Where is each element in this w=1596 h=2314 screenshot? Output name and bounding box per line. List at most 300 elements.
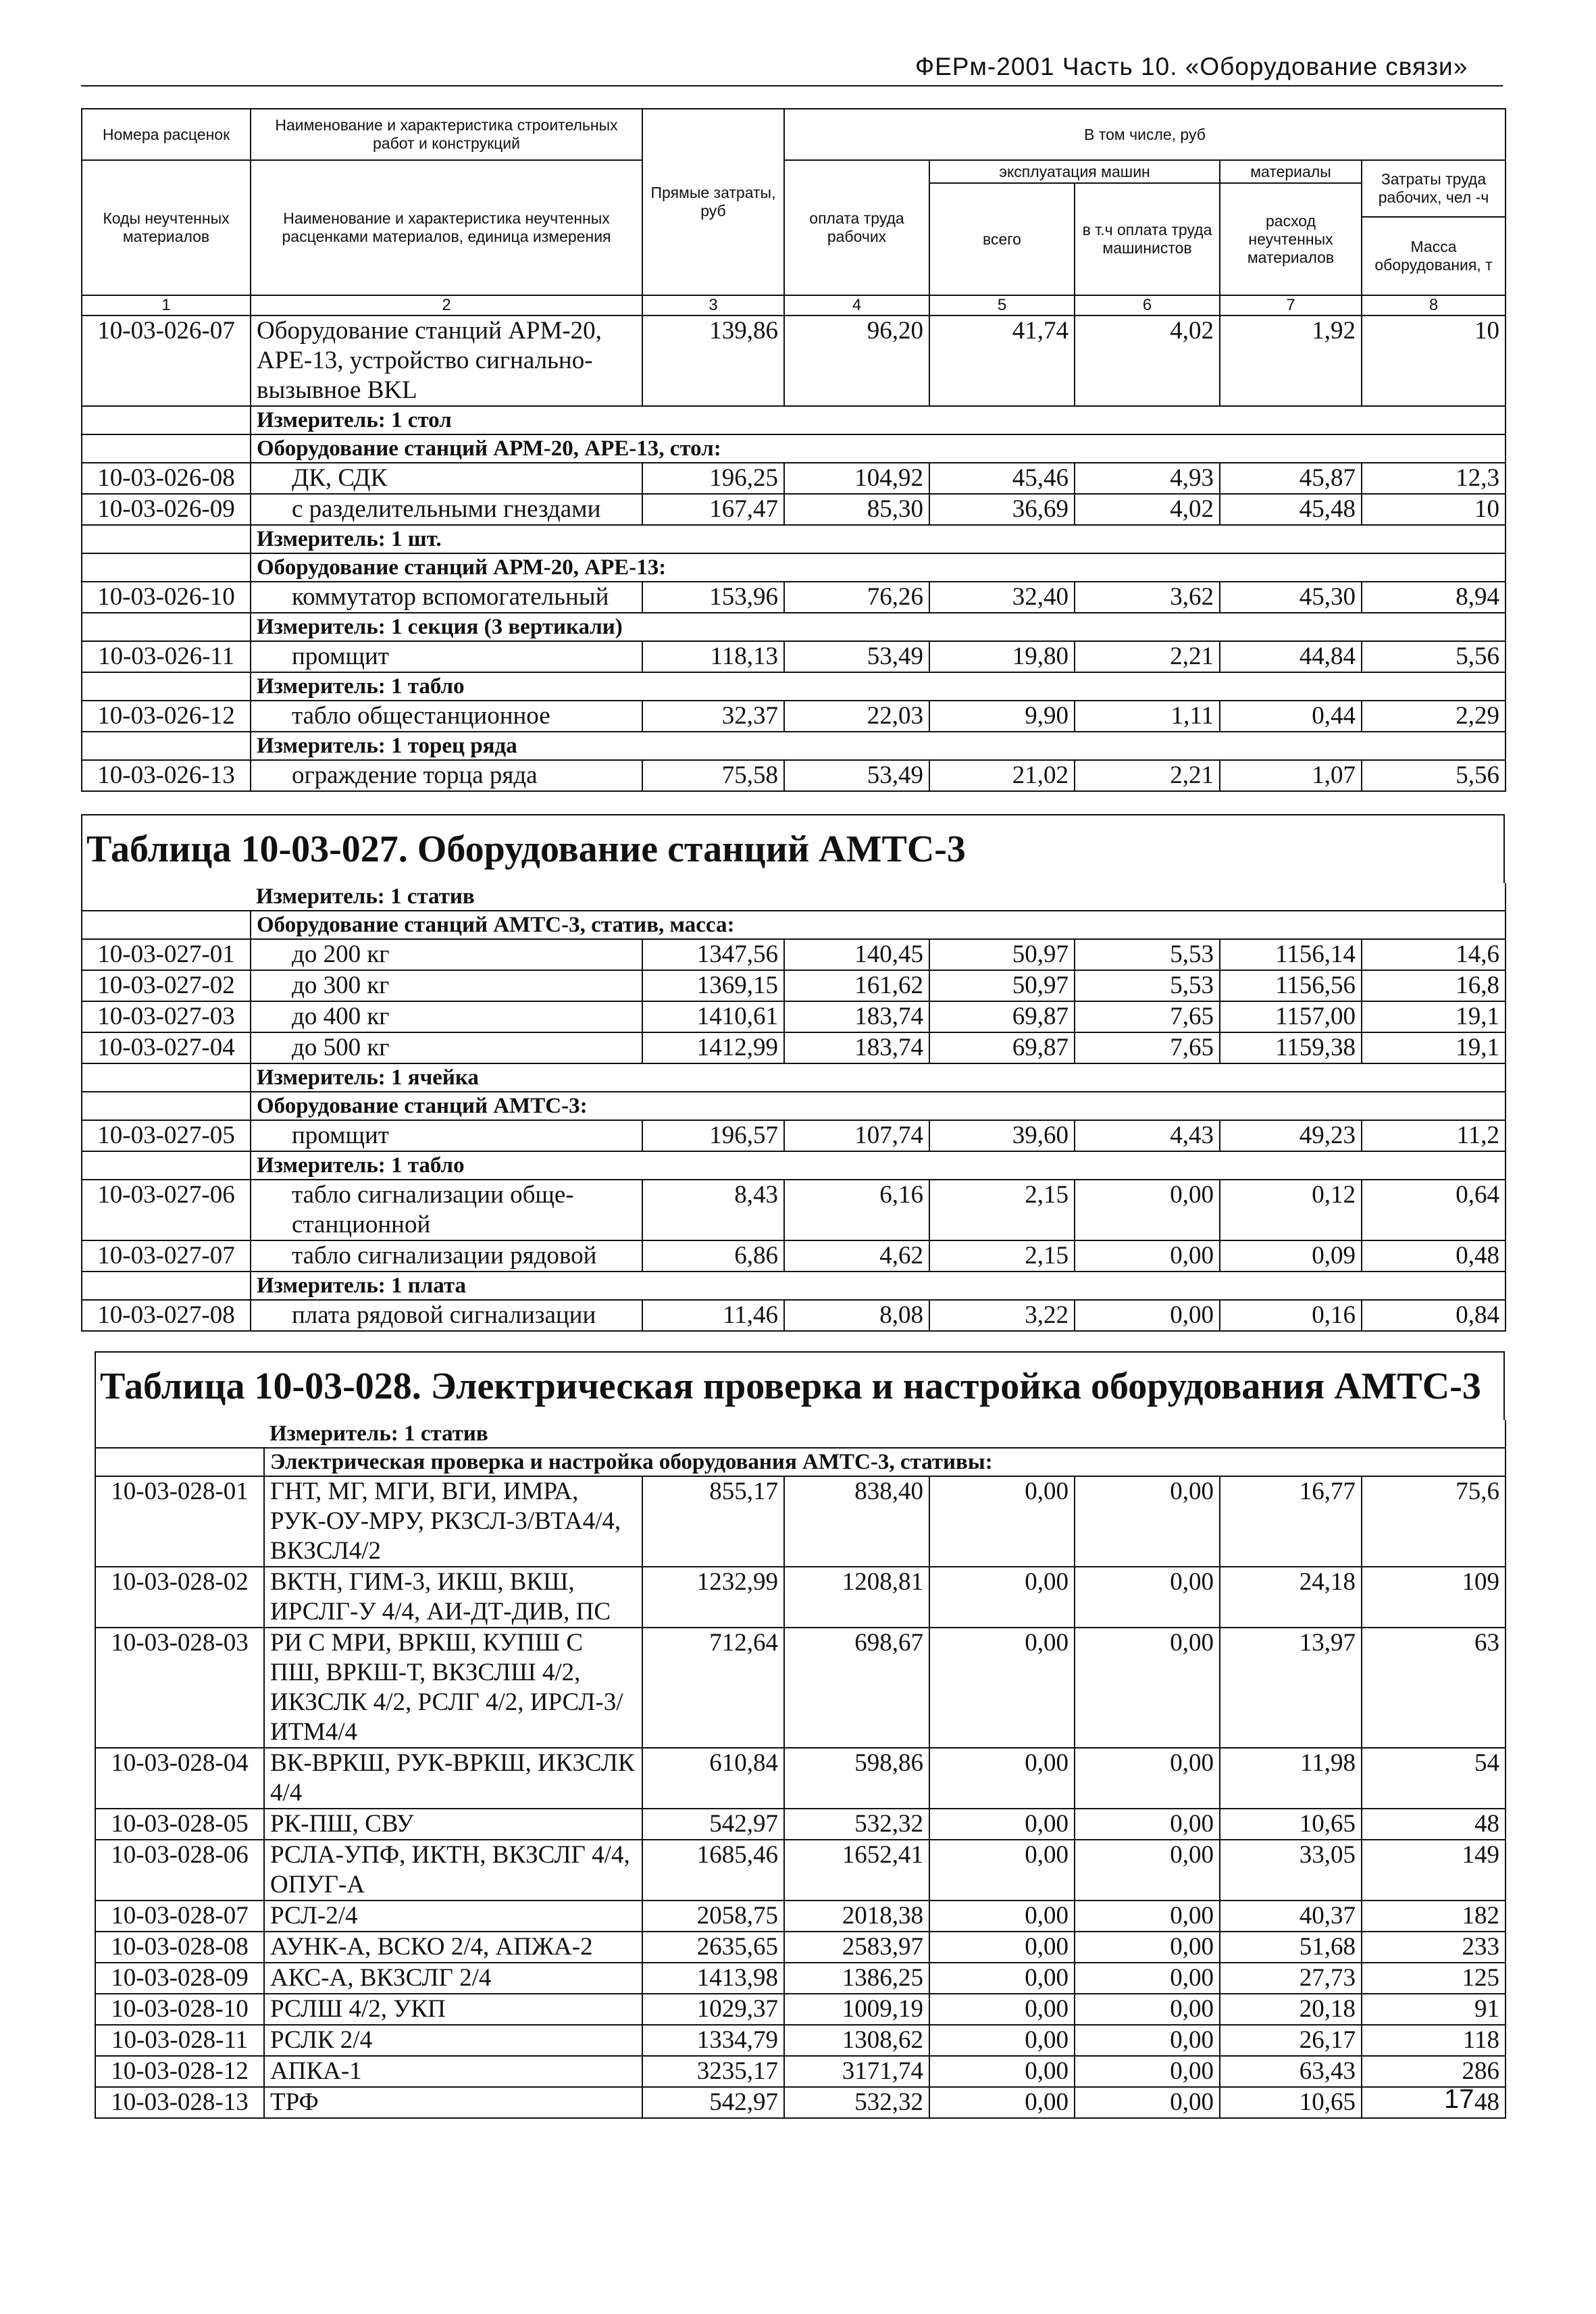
rate-code: 10-03-028-06 — [95, 1840, 264, 1901]
labor: 233 — [1362, 1932, 1505, 1963]
rate-code: 10-03-028-12 — [95, 2056, 264, 2087]
machines-total: 0,00 — [929, 1809, 1075, 1840]
rate-code: 10-03-028-11 — [95, 2025, 264, 2056]
direct-costs: 542,97 — [642, 2087, 784, 2118]
direct-costs: 1347,56 — [642, 939, 784, 970]
machines-wage: 0,00 — [1075, 1994, 1220, 2025]
rate-name: с разделительными гнездами — [251, 494, 642, 525]
rates-table-027 — [81, 814, 1505, 1332]
table-row — [82, 494, 1505, 525]
machines-wage: 0,00 — [1075, 1567, 1220, 1628]
machines-wage: 0,00 — [1075, 1300, 1220, 1331]
machines-total: 0,00 — [929, 1840, 1075, 1901]
machines-total: 0,00 — [929, 1932, 1075, 1963]
materials: 10,65 — [1220, 2087, 1362, 2118]
rate-name: ДК, СДК — [251, 463, 642, 494]
rate-name: промщит — [251, 1120, 642, 1151]
machines-wage: 5,53 — [1075, 939, 1220, 970]
direct-costs: 6,86 — [642, 1240, 784, 1272]
materials: 24,18 — [1220, 1567, 1362, 1628]
labor: 182 — [1362, 1901, 1505, 1932]
table-row — [82, 939, 1505, 970]
table-row — [95, 1994, 1505, 2025]
header-machines: эксплуатация машин — [929, 160, 1220, 183]
machines-wage: 2,21 — [1075, 641, 1220, 672]
labor: 5,56 — [1362, 760, 1505, 791]
labor: 48 — [1362, 2087, 1505, 2118]
table-row — [95, 1901, 1505, 1932]
materials: 45,48 — [1220, 494, 1362, 525]
direct-costs: 8,43 — [642, 1180, 784, 1240]
machines-total: 45,46 — [929, 463, 1075, 494]
wage: 85,30 — [784, 494, 929, 525]
machines-wage: 4,43 — [1075, 1120, 1220, 1151]
materials: 1157,00 — [1220, 1001, 1362, 1032]
machines-wage: 0,00 — [1075, 1180, 1220, 1240]
header-num-2: 2 — [251, 295, 642, 316]
rate-code: 10-03-027-03 — [82, 1001, 251, 1032]
machines-total: 69,87 — [929, 1001, 1075, 1032]
wage: 76,26 — [784, 582, 929, 613]
rate-code: 10-03-026-11 — [82, 641, 251, 672]
unit-label: Измеритель: 1 табло — [251, 672, 1505, 701]
rate-code: 10-03-027-04 — [82, 1032, 251, 1063]
table-row — [95, 2025, 1505, 2056]
direct-costs: 2058,75 — [642, 1901, 784, 1932]
table-row — [82, 1180, 1505, 1240]
machines-wage: 2,21 — [1075, 760, 1220, 791]
unit-row — [82, 1151, 1505, 1180]
direct-costs: 196,25 — [642, 463, 784, 494]
machines-wage: 4,02 — [1075, 316, 1220, 406]
rate-name: ВКТН, ГИМ-3, ИКШ, ВКШ, ИРСЛГ-У 4/4, АИ-ДТ-ДИВ, ПС — [264, 1567, 642, 1628]
table-title: Таблица 10-03-028. Электрическая проверка и настройка оборудования АМТС-3 — [95, 1351, 1505, 1420]
machines-wage: 4,93 — [1075, 463, 1220, 494]
wage: 1386,25 — [784, 1963, 929, 1994]
labor: 0,84 — [1362, 1300, 1505, 1331]
machines-total: 0,00 — [929, 1567, 1075, 1628]
rate-name: табло сигнализации рядовой — [251, 1240, 642, 1272]
materials: 0,12 — [1220, 1180, 1362, 1240]
section-row — [82, 1092, 1505, 1120]
machines-wage: 0,00 — [1075, 1840, 1220, 1901]
machines-wage: 0,00 — [1075, 1963, 1220, 1994]
labor: 149 — [1362, 1840, 1505, 1901]
wage: 53,49 — [784, 641, 929, 672]
materials: 26,17 — [1220, 2025, 1362, 2056]
unit-row — [82, 613, 1505, 641]
materials: 1,07 — [1220, 760, 1362, 791]
materials: 63,43 — [1220, 2056, 1362, 2087]
rate-name: до 200 кг — [251, 939, 642, 970]
direct-costs: 2635,65 — [642, 1932, 784, 1963]
materials: 1156,14 — [1220, 939, 1362, 970]
direct-costs: 542,97 — [642, 1809, 784, 1840]
labor: 8,94 — [1362, 582, 1505, 613]
unit-row — [95, 1420, 1505, 1448]
rate-name: РСЛА-УПФ, ИКТН, ВКЗСЛГ 4/4, ОПУГ-А — [264, 1840, 642, 1901]
rate-name: до 400 кг — [251, 1001, 642, 1032]
labor: 91 — [1362, 1994, 1505, 2025]
machines-total: 69,87 — [929, 1032, 1075, 1063]
rate-code: 10-03-026-12 — [82, 701, 251, 732]
labor: 16,8 — [1362, 970, 1505, 1001]
unit-label: Измеритель: 1 табло — [251, 1151, 1505, 1180]
wage: 140,45 — [784, 939, 929, 970]
rate-name: РСЛ-2/4 — [264, 1901, 642, 1932]
labor: 286 — [1362, 2056, 1505, 2087]
rate-name: РК-ПШ, СВУ — [264, 1809, 642, 1840]
direct-costs: 1413,98 — [642, 1963, 784, 1994]
materials: 45,87 — [1220, 463, 1362, 494]
table-row — [82, 1300, 1505, 1331]
direct-costs: 1232,99 — [642, 1567, 784, 1628]
table-title: Таблица 10-03-027. Оборудование станций АМТС-3 — [81, 814, 1505, 883]
wage: 532,32 — [784, 2087, 929, 2118]
unit-row — [82, 525, 1505, 553]
labor: 109 — [1362, 1567, 1505, 1628]
rate-code: 10-03-027-08 — [82, 1300, 251, 1331]
unit-row — [82, 732, 1505, 760]
unit-label: Измеритель: 1 стол — [251, 406, 1505, 434]
rate-name: АУНК-А, ВСКО 2/4, АПЖА-2 — [264, 1932, 642, 1963]
unit-row — [82, 1272, 1505, 1300]
rate-name: до 500 кг — [251, 1032, 642, 1063]
wage: 104,92 — [784, 463, 929, 494]
direct-costs: 11,46 — [642, 1300, 784, 1331]
materials: 45,30 — [1220, 582, 1362, 613]
header-labor: Затраты труда рабочих, чел -ч — [1362, 160, 1505, 217]
unit-label: Измеритель: 1 статив — [251, 883, 1505, 911]
rate-name: промщит — [251, 641, 642, 672]
materials: 16,77 — [1220, 1476, 1362, 1567]
labor: 10 — [1362, 316, 1505, 406]
machines-total: 0,00 — [929, 1901, 1075, 1932]
direct-costs: 196,57 — [642, 1120, 784, 1151]
rate-name: ГНТ, МГ, МГИ, ВГИ, ИМРА, РУК-ОУ-МРУ, РКЗСЛ-3/ВТА4/4, ВКЗСЛ4/2 — [264, 1476, 642, 1567]
direct-costs: 153,96 — [642, 582, 784, 613]
machines-wage: 4,02 — [1075, 494, 1220, 525]
direct-costs: 1029,37 — [642, 1994, 784, 2025]
rate-name: АПКА-1 — [264, 2056, 642, 2087]
machines-wage: 0,00 — [1075, 1932, 1220, 1963]
machines-total: 39,60 — [929, 1120, 1075, 1151]
labor: 12,3 — [1362, 463, 1505, 494]
materials: 1159,38 — [1220, 1032, 1362, 1063]
rate-code: 10-03-026-13 — [82, 760, 251, 791]
header-num-8: 8 — [1362, 295, 1505, 316]
rate-name: табло сигнализации обще-станционной — [251, 1180, 642, 1240]
table-row — [95, 2087, 1505, 2118]
wage: 698,67 — [784, 1628, 929, 1748]
rate-code: 10-03-027-01 — [82, 939, 251, 970]
wage: 53,49 — [784, 760, 929, 791]
materials: 40,37 — [1220, 1901, 1362, 1932]
rate-code: 10-03-027-05 — [82, 1120, 251, 1151]
labor: 0,64 — [1362, 1180, 1505, 1240]
materials: 13,97 — [1220, 1628, 1362, 1748]
wage: 838,40 — [784, 1476, 929, 1567]
labor: 54 — [1362, 1748, 1505, 1809]
table-row — [95, 1628, 1505, 1748]
rate-code: 10-03-028-02 — [95, 1567, 264, 1628]
wage: 2018,38 — [784, 1901, 929, 1932]
wage: 1652,41 — [784, 1840, 929, 1901]
materials: 10,65 — [1220, 1809, 1362, 1840]
section-label: Оборудование станций АРМ-20, АРЕ-13: — [251, 553, 1505, 582]
rates-table-028 — [95, 1351, 1505, 2119]
machines-total: 19,80 — [929, 641, 1075, 672]
header-num-5: 5 — [929, 295, 1075, 316]
materials: 20,18 — [1220, 1994, 1362, 2025]
table-row — [82, 1120, 1505, 1151]
machines-wage: 0,00 — [1075, 2056, 1220, 2087]
rates-table-026 — [81, 108, 1505, 792]
header-wage: оплата труда рабочих — [784, 160, 929, 295]
table-row — [82, 1240, 1505, 1272]
rate-code: 10-03-028-13 — [95, 2087, 264, 2118]
direct-costs: 1685,46 — [642, 1840, 784, 1901]
wage: 96,20 — [784, 316, 929, 406]
labor: 2,29 — [1362, 701, 1505, 732]
header-rates-numbers: Номера расценок — [82, 109, 251, 160]
unit-label: Измеритель: 1 статив — [264, 1420, 1505, 1448]
machines-total: 0,00 — [929, 2056, 1075, 2087]
machines-total: 2,15 — [929, 1180, 1075, 1240]
wage: 6,16 — [784, 1180, 929, 1240]
section-label: Оборудование станций АМТС-3: — [251, 1092, 1505, 1120]
direct-costs: 1412,99 — [642, 1032, 784, 1063]
labor: 75,6 — [1362, 1476, 1505, 1567]
table-row — [82, 316, 1505, 406]
table-row — [95, 1476, 1505, 1567]
table-row — [95, 1567, 1505, 1628]
machines-total: 32,40 — [929, 582, 1075, 613]
unit-label: Измеритель: 1 ячейка — [251, 1063, 1505, 1092]
machines-total: 41,74 — [929, 316, 1075, 406]
labor: 0,48 — [1362, 1240, 1505, 1272]
materials: 0,44 — [1220, 701, 1362, 732]
materials: 44,84 — [1220, 641, 1362, 672]
unit-label: Измеритель: 1 секция (3 вертикали) — [251, 613, 1505, 641]
direct-costs: 75,58 — [642, 760, 784, 791]
table-row — [82, 970, 1505, 1001]
header-num-3: 3 — [642, 295, 784, 316]
rate-code: 10-03-026-10 — [82, 582, 251, 613]
header-direct-costs: Прямые затраты, руб — [642, 109, 784, 295]
header-materials-consumption: расход неучтенных материалов — [1220, 183, 1362, 295]
section-label: Оборудование станций АРМ-20, АРЕ-13, стол: — [251, 434, 1505, 463]
machines-wage: 0,00 — [1075, 1240, 1220, 1272]
labor: 125 — [1362, 1963, 1505, 1994]
table-row — [95, 1809, 1505, 1840]
table-row — [95, 2056, 1505, 2087]
rate-code: 10-03-026-07 — [82, 316, 251, 406]
rate-name: до 300 кг — [251, 970, 642, 1001]
labor: 5,56 — [1362, 641, 1505, 672]
direct-costs: 1410,61 — [642, 1001, 784, 1032]
machines-wage: 0,00 — [1075, 1809, 1220, 1840]
rate-code: 10-03-027-06 — [82, 1180, 251, 1240]
labor: 63 — [1362, 1628, 1505, 1748]
machines-total: 36,69 — [929, 494, 1075, 525]
labor: 19,1 — [1362, 1001, 1505, 1032]
rate-code: 10-03-028-05 — [95, 1809, 264, 1840]
machines-wage: 0,00 — [1075, 1628, 1220, 1748]
wage: 1308,62 — [784, 2025, 929, 2056]
direct-costs: 1369,15 — [642, 970, 784, 1001]
unit-row — [82, 672, 1505, 701]
machines-total: 0,00 — [929, 1963, 1075, 1994]
header-material-name: Наименование и характеристика неучтенных расценками материалов, единица измерения — [251, 160, 642, 295]
header-including: В том числе, руб — [784, 109, 1505, 160]
labor: 48 — [1362, 1809, 1505, 1840]
section-label: Оборудование станций АМТС-3, статив, масса: — [251, 911, 1505, 939]
wage: 22,03 — [784, 701, 929, 732]
header-material-codes: Коды неучтенных материалов — [82, 160, 251, 295]
direct-costs: 855,17 — [642, 1476, 784, 1567]
header-machines-total: всего — [929, 183, 1075, 295]
unit-label: Измеритель: 1 шт. — [251, 525, 1505, 553]
machines-wage: 7,65 — [1075, 1032, 1220, 1063]
direct-costs: 139,86 — [642, 316, 784, 406]
materials: 0,09 — [1220, 1240, 1362, 1272]
labor: 118 — [1362, 2025, 1505, 2056]
table-row — [82, 641, 1505, 672]
wage: 4,62 — [784, 1240, 929, 1272]
wage: 161,62 — [784, 970, 929, 1001]
rate-name: ВК-ВРКШ, РУК-ВРКШ, ИКЗСЛК 4/4 — [264, 1748, 642, 1809]
rate-code: 10-03-026-08 — [82, 463, 251, 494]
rate-code: 10-03-028-04 — [95, 1748, 264, 1809]
wage: 183,74 — [784, 1001, 929, 1032]
machines-total: 21,02 — [929, 760, 1075, 791]
wage: 8,08 — [784, 1300, 929, 1331]
wage: 598,86 — [784, 1748, 929, 1809]
section-row — [82, 911, 1505, 939]
machines-total: 0,00 — [929, 1628, 1075, 1748]
direct-costs: 3235,17 — [642, 2056, 784, 2087]
section-row — [95, 1448, 1505, 1476]
rate-name: Оборудование станций АРМ-20, АРЕ-13, устройство сигнально-вызывное BKL — [251, 316, 642, 406]
direct-costs: 1334,79 — [642, 2025, 784, 2056]
table-row — [95, 1748, 1505, 1809]
materials: 1156,56 — [1220, 970, 1362, 1001]
rate-code: 10-03-028-08 — [95, 1932, 264, 1963]
materials: 49,23 — [1220, 1120, 1362, 1151]
rate-code: 10-03-028-01 — [95, 1476, 264, 1567]
machines-total: 0,00 — [929, 1994, 1075, 2025]
rate-name: РИ С МРИ, ВРКШ, КУПШ С ПШ, ВРКШ-Т, ВКЗСЛШ 4/2, ИКЗСЛК 4/2, РСЛГ 4/2, ИРСЛ-3/ИТМ4/4 — [264, 1628, 642, 1748]
table-row — [82, 701, 1505, 732]
section-label: Электрическая проверка и настройка оборудования АМТС-3, стативы: — [264, 1448, 1505, 1476]
header-materials: материалы — [1220, 160, 1362, 183]
header-num-6: 6 — [1075, 295, 1220, 316]
machines-wage: 5,53 — [1075, 970, 1220, 1001]
machines-wage: 7,65 — [1075, 1001, 1220, 1032]
table-row — [95, 1840, 1505, 1901]
rate-code: 10-03-028-10 — [95, 1994, 264, 2025]
rate-code: 10-03-028-07 — [95, 1901, 264, 1932]
rate-name: табло общестанционное — [251, 701, 642, 732]
header-rule — [81, 85, 1503, 86]
page-header: ФЕРм-2001 Часть 10. «Оборудование связи» — [915, 53, 1468, 80]
unit-label: Измеритель: 1 плата — [251, 1272, 1505, 1300]
section-row — [82, 434, 1505, 463]
labor: 11,2 — [1362, 1120, 1505, 1151]
table-row — [82, 1001, 1505, 1032]
rate-code: 10-03-027-07 — [82, 1240, 251, 1272]
header-work-name: Наименование и характеристика строительных работ и конструкций — [251, 109, 642, 160]
direct-costs: 32,37 — [642, 701, 784, 732]
machines-wage: 3,62 — [1075, 582, 1220, 613]
machines-wage: 0,00 — [1075, 1476, 1220, 1567]
unit-row — [82, 406, 1505, 434]
direct-costs: 167,47 — [642, 494, 784, 525]
labor: 19,1 — [1362, 1032, 1505, 1063]
machines-total: 0,00 — [929, 2025, 1075, 2056]
direct-costs: 118,13 — [642, 641, 784, 672]
wage: 107,74 — [784, 1120, 929, 1151]
section-row — [82, 553, 1505, 582]
header-num-4: 4 — [784, 295, 929, 316]
table-row — [95, 1963, 1505, 1994]
materials: 33,05 — [1220, 1840, 1362, 1901]
wage: 1009,19 — [784, 1994, 929, 2025]
wage: 2583,97 — [784, 1932, 929, 1963]
direct-costs: 712,64 — [642, 1628, 784, 1748]
unit-row — [82, 1063, 1505, 1092]
machines-total: 50,97 — [929, 939, 1075, 970]
machines-wage: 1,11 — [1075, 701, 1220, 732]
rate-code: 10-03-026-09 — [82, 494, 251, 525]
materials: 27,73 — [1220, 1963, 1362, 1994]
table-row — [82, 463, 1505, 494]
rate-code: 10-03-027-02 — [82, 970, 251, 1001]
machines-wage: 0,00 — [1075, 1748, 1220, 1809]
rate-name: АКС-А, ВКЗСЛГ 2/4 — [264, 1963, 642, 1994]
table-row — [95, 1932, 1505, 1963]
rate-name: коммутатор вспомогательный — [251, 582, 642, 613]
machines-wage: 0,00 — [1075, 2025, 1220, 2056]
machines-wage: 0,00 — [1075, 1901, 1220, 1932]
wage: 1208,81 — [784, 1567, 929, 1628]
rate-name: плата рядовой сигнализации — [251, 1300, 642, 1331]
rate-name: ограждение торца ряда — [251, 760, 642, 791]
machines-total: 0,00 — [929, 1748, 1075, 1809]
machines-total: 9,90 — [929, 701, 1075, 732]
machines-total: 2,15 — [929, 1240, 1075, 1272]
column-header — [82, 109, 1505, 316]
rate-name: ТРФ — [264, 2087, 642, 2118]
labor: 10 — [1362, 494, 1505, 525]
rate-code: 10-03-028-03 — [95, 1628, 264, 1748]
page-number: 17 — [1444, 2084, 1474, 2114]
header-mass: Масса оборудования, т — [1362, 217, 1505, 295]
header-num-1: 1 — [82, 295, 251, 316]
machines-total: 0,00 — [929, 1476, 1075, 1567]
materials: 51,68 — [1220, 1932, 1362, 1963]
table-row — [82, 1032, 1505, 1063]
header-num-7: 7 — [1220, 295, 1362, 316]
rate-code: 10-03-028-09 — [95, 1963, 264, 1994]
wage: 532,32 — [784, 1809, 929, 1840]
header-machines-wage: в т.ч оплата труда машинистов — [1075, 183, 1220, 295]
labor: 14,6 — [1362, 939, 1505, 970]
wage: 183,74 — [784, 1032, 929, 1063]
rate-name: РСЛШ 4/2, УКП — [264, 1994, 642, 2025]
direct-costs: 610,84 — [642, 1748, 784, 1809]
